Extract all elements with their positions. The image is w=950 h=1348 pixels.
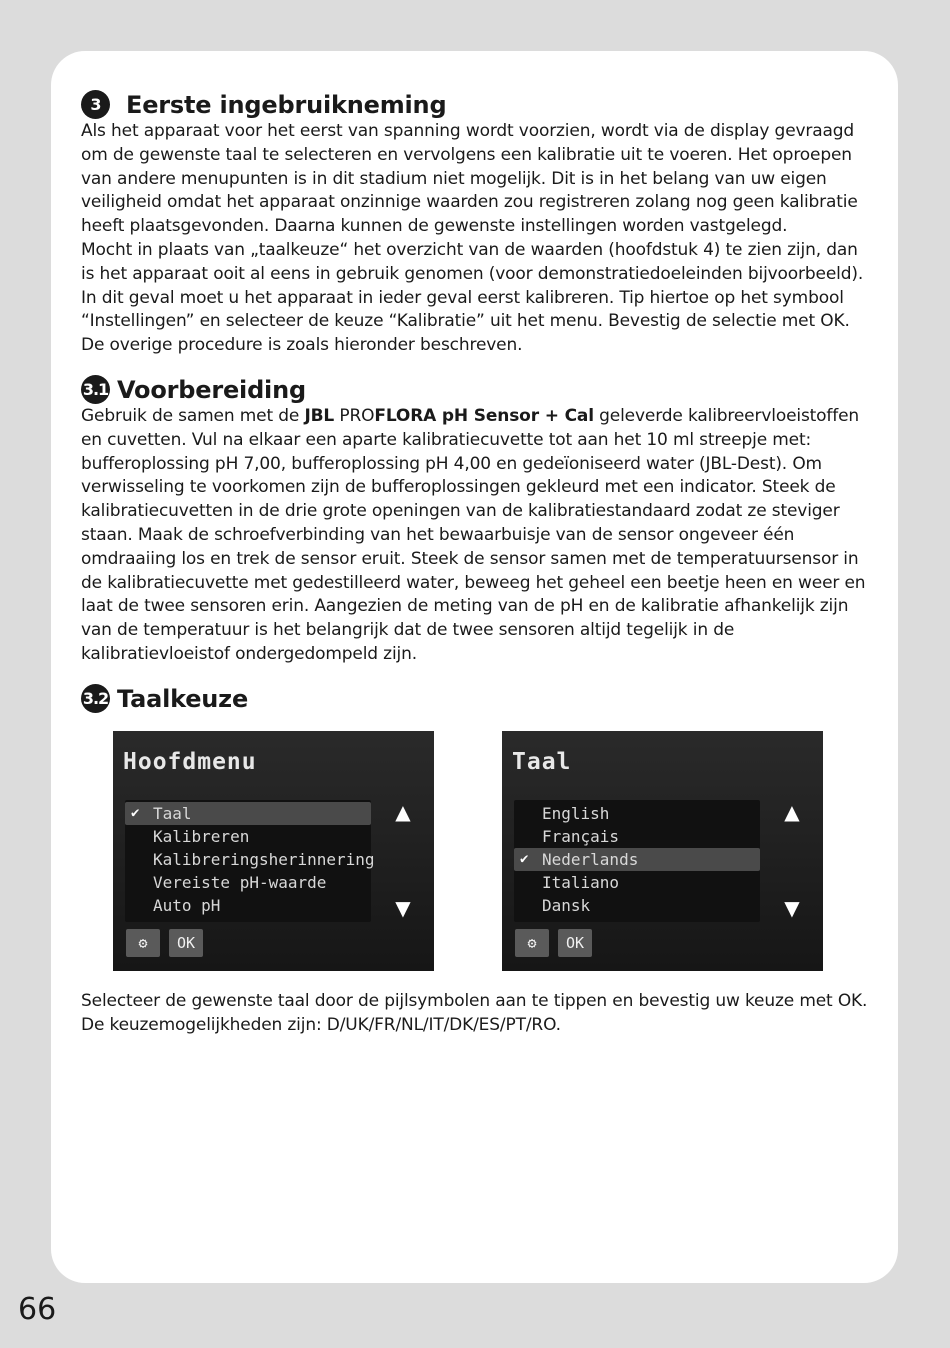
language-screen	[502, 731, 823, 971]
check-icon: ✔	[131, 805, 140, 821]
check-icon: ✔	[520, 851, 529, 867]
menu-item-auto-ph[interactable]: Auto pH	[153, 896, 221, 915]
language-item-dansk[interactable]: Dansk	[542, 896, 591, 915]
ok-button[interactable]: OK	[558, 929, 592, 957]
section-3-title: Eerste ingebruikneming	[126, 90, 447, 119]
section-3-1-heading	[81, 375, 306, 404]
ok-button[interactable]: OK	[169, 929, 203, 957]
section-3-body: Als het apparaat voor het eerst van spanning wordt voorzien, wordt via de display gevraagd om de gewenste taal te selecteren en vervolgens een kalibratie uit te voeren. Het oproepen van andere menupunten is in dit stadium niet mogelijk. Dit is in het belang van uw eigen veiligheid omdat het apparaat onzinnige waarden zou registreren zolang nog geen kalibratie heeft plaatsgevonden. Daarna kunnen de gewenste instellingen worden vastgelegd. Mocht in plaats van „taalkeuze“ het overzicht van de waarden (hoofdstuk 4) te zien zijn, dan is het apparaat ooit al eens in gebruik genomen (voor demonstratiedoeleinden bijvoorbeeld). In dit geval moet u het apparaat in ieder geval eerst kalibreren. Tip hiertoe op het symbool “Instellingen” en selecteer de keuze “Kalibratie” uit het menu. Bevestig de selectie met OK. De overige procedure is zoals hieronder beschreven.	[81, 121, 864, 356]
language-item-english[interactable]: English	[542, 804, 610, 823]
section-3-2-number-badge: 3.2	[81, 684, 110, 713]
menu-item-kalibreren[interactable]: Kalibreren	[153, 827, 250, 846]
section-3-2-title: Taalkeuze	[117, 684, 249, 713]
down-arrow-icon[interactable]: ▼	[784, 896, 800, 920]
section-3-2-heading	[81, 684, 248, 713]
menu-item-taal[interactable]: ✔ Taal	[125, 802, 371, 825]
brand-jbl: JBL	[304, 406, 335, 426]
settings-icon[interactable]: ⚙	[126, 929, 160, 957]
main-menu-list	[125, 800, 375, 922]
menu-item-kalibreringsherinnering[interactable]: Kalibreringsherinnering	[153, 850, 375, 869]
section-3-1-number-badge: 3.1	[81, 375, 110, 404]
main-menu-title: Hoofdmenu	[123, 749, 257, 775]
section-3-number-badge: 3	[81, 90, 110, 119]
settings-icon[interactable]: ⚙	[515, 929, 549, 957]
menu-item-vereiste-ph[interactable]: Vereiste pH-waarde	[153, 873, 327, 892]
brand-flora: FLORA pH Sensor + Cal	[374, 406, 594, 426]
page-number: 66	[18, 1292, 57, 1327]
section-3-1-title: Voorbereiding	[117, 375, 306, 404]
up-arrow-icon[interactable]: ▲	[395, 800, 411, 824]
section-3-2-body: Selecteer de gewenste taal door de pijlsymbolen aan te tippen en bevestig uw keuze met OK. De keuzemogelijkheden zijn: D/UK/FR/NL/IT/DK/ES/PT/RO.	[81, 991, 868, 1035]
language-item-francais[interactable]: Français	[542, 827, 620, 846]
down-arrow-icon[interactable]: ▼	[395, 896, 411, 920]
section-3-heading	[81, 90, 446, 119]
language-list	[514, 800, 760, 922]
main-menu-screen	[113, 731, 434, 971]
language-title: Taal	[512, 749, 572, 775]
section-3-1-body: Gebruik de samen met de JBL PROFLORA pH Sensor + Cal geleverde kalibreervloeistoffen en cuvetten. Vul na elkaar een aparte kalibratiecuvette tot aan het 10 ml streepje met: bufferoplossing pH 7,00, bufferoplossing pH 4,00 en gedeïoniseerd water (JBL-Dest). Om verwisseling te voorkomen zijn de bufferoplossingen gekleurd met een indicator. Steek de kalibratiecuvetten in de drie grote openingen van de kalibratiestandaard zodat ze steviger staan. Maak de schroefverbinding van het bewaarbuisje van de sensor ongeveer één omdraaiing los en trek de sensor eruit. Steek de sensor samen met de temperatuursensor in de kalibratiecuvette met gedestilleerd water, beweeg het geheel een beetje heen en weer en laat de twee sensoren erin. Aangezien de meting van de pH en de kalibratie afhankelijk zijn van de temperatuur is het belangrijk dat de twee sensoren altijd tegelijk in de kalibratievloeistof ondergedompeld zijn.	[81, 406, 866, 664]
language-item-italiano[interactable]: Italiano	[542, 873, 620, 892]
language-item-nederlands[interactable]: ✔ Nederlands	[514, 848, 760, 871]
up-arrow-icon[interactable]: ▲	[784, 800, 800, 824]
brand-pro: PRO	[334, 406, 375, 426]
